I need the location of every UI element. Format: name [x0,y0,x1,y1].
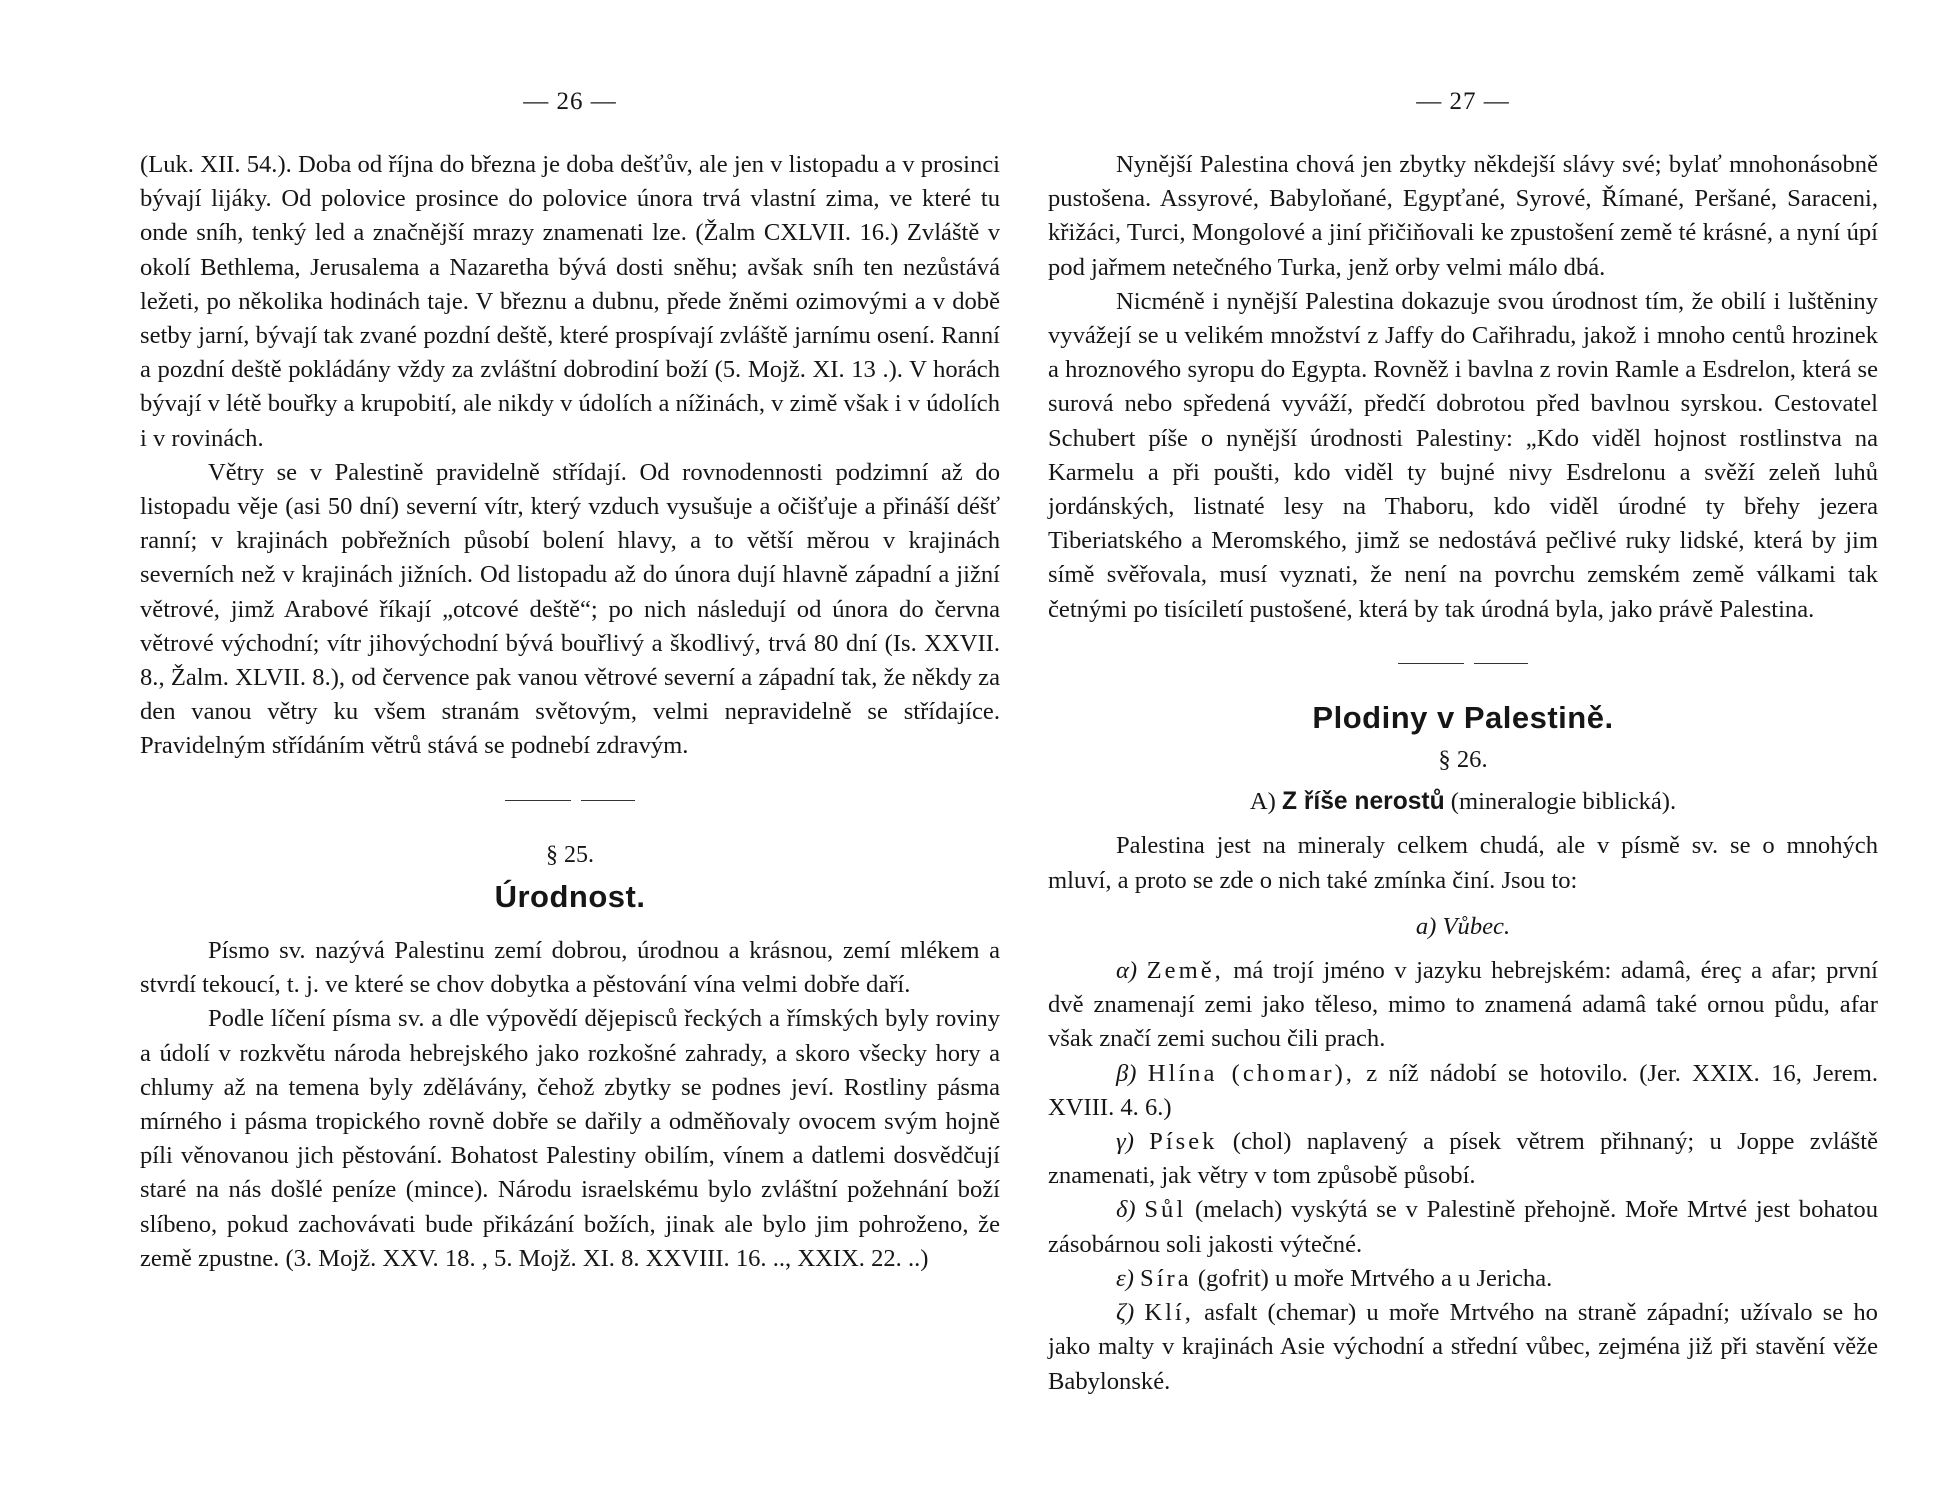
subsection-vubec: a) Vůbec. [1415,912,1511,940]
section-number-25: § 25. [546,841,594,868]
paragraph-winds: Větry se v Palestině pravidelně střídají. Od rovnodennosti podzimní až do listopadu věje (asi 50 dní) severní vítr, který vzduch vysušuje a očišťuje a přináší déšť ranní; v krajinách pobřežních působí bolení hlavy, a to větší měrou v krajinách severních než v krajinách jižních. Od listopadu až do února dují hlavně západní a jižní větrové, jimž Arabové říkají „otcové deště“; po nich následují od února do června větrové východní; vítr jihovýchodní bývá bouřlivý a škodlivý, trvá 80 dní (Is. XXVII. 8., Žalm. XLVII. 8.), od července pak vanou větrové severní a západní tak, že někdy za den vanou větry ku všem stranám světovým, velmi nepravidelně se střídajíce. Pravidelným střídáním větrů stává se podnebí zdravým. [140,458,1000,760]
list-item: γ) Písek (chol) naplavený a písek větrem přihnaný; u Joppe zvláště znamenati, jak větry v tom způsobě působí. [1048,1128,1878,1190]
paragraph-historians: Podle líčení písma sv. a dle výpovědí dějepisců řeckých a římských byly roviny a údolí v rozkvětu národa hebrejského jako rozkošné zahrady, a skoro všecky hory a chlumy až na temena byly zdělávány, čehož zbytky se podnes jeví. Rostliny pásma mírného i pásma tropického rovně dobře se dařily a odměňovaly ovocem svým hojně píli věnovanou jich pěstování. Bohatost Palestiny obilím, vínem a datlemi dosvědčují staré na nás došlé peníze (mince). Národu israelskému bylo zvláštní požehnání boží slíbeno, pokud zachovávati bude přikázání božích, jinak ale bylo jim pohroženo, že země zpustne. (3. Mojž. XXV. 18. , 5. Mojž. XI. 8. XXVIII. 16. .., XXIX. 22. ..) [140,1005,1000,1272]
subheading-rest: (mineralogie biblická). [1450,788,1677,816]
paragraph-minerals-intro: Palestina jest na mineraly celkem chudá, ale v písmě sv. se o mnohých mluví, a proto se zde o nich také zmínka činí. Jsou to: [1048,832,1878,894]
list-item: δ) Sůl (melach) vyskýtá se v Palestině přehojně. Moře Mrtvé jest bohatou zásobárnou soli jakosti výtečné. [1048,1196,1878,1258]
paragraph-fertile-land: Písmo sv. nazývá Palestinu zemí dobrou, úrodnou a krásnou, zemí mlékem a stvrdí tekoucí, t. j. ve které se chov dobytka a pěstování vína velmi dobře daří. [140,937,1000,999]
section-number-26: § 26. [1438,746,1488,774]
left-text-column [140,148,1000,1276]
list-item: ζ) Klí, asfalt (chemar) u moře Mrtvého na straně západní; užívalo se ho jako malty v krajinách Asie východní a střední vůbec, zejména již při stavění věže Babylonské. [1048,1299,1878,1395]
subheading-prefix: A) [1249,788,1276,816]
list-item: α) Země, má trojí jméno v jazyku hebrejském: adamâ, éreç a afar; první dvě znamenají zemi jako těleso, mimo to znamená adamâ také ornou půdu, afar však značí zemi suchou čili prach. [1048,957,1879,1053]
paragraph-rain: (Luk. XII. 54.). Doba od října do března je doba dešťův, ale jen v listopadu a v prosinci bývají lijáky. Od polovice prosince do polovice února trvá vlastní zima, ve které tu onde sníh, tenký led a značnější mrazy znamenati lze. (Žalm CXLVII. 16.) Zvláště v okolí Bethlema, Jerusalema a Nazaretha bývá dosti sněhu; avšak sníh ten nezůstává ležeti, po několika hodinách taje. V březnu a dubnu, přede žněmi ozimovými a v době setby jarní, bývají tak zvané pozdní deště, které prospívají zvláště jarnímu osení. Ranní a pozdní deště pokládány vždy za zvláštní dobrodiní boží (5. Mojž. XI. 13 .). V horách bývají v létě bouřky a krupobití, ale nikdy v údolích a nížinách, v zimě však i v údolích i v rovinách. [140,151,1000,452]
section-divider [1398,663,1528,665]
subheading-bold: Z říše nerostů [1281,788,1445,816]
list-item: ε) Síra (gofrit) u moře Mrtvého a u Jericha. [1116,1264,1553,1292]
section-divider [505,800,635,802]
page-number-27: — 27 — [1416,88,1510,115]
subheading-minerals [1048,785,1878,819]
paragraph-present-palestine: Nynější Palestina chová jen zbytky někdejší slávy své; bylať mnohonásobně pustošena. Assyrové, Babyloňané, Egypťané, Syrové, Římané, Peršané, Saraceni, křižáci, Turci, Mongolové a jiní přičiňovali ke zpustošení země té krásné, a nyní úpí pod jařmem netečného Turka, jenž orby velmi málo dbá. [1048,151,1878,281]
heading-plodiny: Plodiny v Palestině. [1312,699,1614,735]
right-text-column [1048,148,1878,1399]
page-number-26: — 26 — [523,88,617,115]
paragraph-fertility-proof: Nicméně i nynější Palestina dokazuje svou úrodnost tím, že obilí i luštěniny vyvážejí se u velikém množství z Jaffy do Cařihradu, jakož i mnoho centů hrozinek a hroznového syropu do Egypta. Rovněž i bavlna z rovin Ramle a Esdrelon, která se surová nebo spředená vyváží, předčí dobrotou před bavlnou syrskou. Cestovatel Schubert píše o nynější úrodnosti Palestiny: „Kdo viděl hojnost rostlinstva na Karmelu a při poušti, kdo viděl ty bujné nivy Esdrelonu a svěží zeleň luhů jordánských, listnaté lesy na Thaboru, kdo viděl úrodné ty břehy jezera Tiberiatského a Meromského, jimž se nedostává pečlivé ruky lidské, která by jim símě svěřovala, musí vyznati, že není na povrchu zemském země válkami tak četnými po tisíciletí pustošené, která by tak úrodná byla, jako právě Palestina. [1048,287,1878,623]
heading-urodnost: Úrodnost. [494,878,646,914]
list-item: β) Hlína (chomar), z níž nádobí se hotovilo. (Jer. XXIX. 16, Jerem. XVIII. 4. 6.) [1048,1059,1878,1121]
